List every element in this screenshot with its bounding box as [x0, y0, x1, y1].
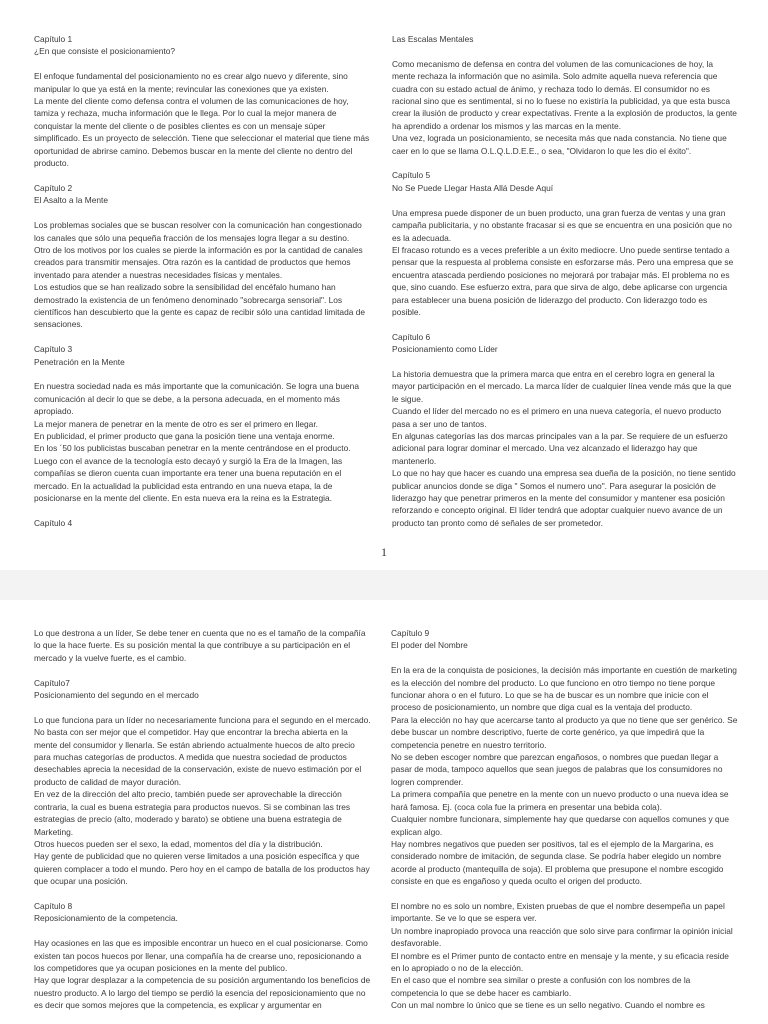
document-page-2	[0, 600, 768, 1024]
page2-right-column: Capítulo 9 El poder del Nombre En la era de la conquista de posiciones, la decisión más importante en cuestión de marketing es la elección del nombre del producto. Lo que funciono en otro tiempo no tiene porque funcionar ahora o en el futuro. Lo que se ha de buscar es un nombre que inicie con el proceso de posicionamiento, un nombre que diga cual es la ventaja del producto. Para la elección no hay que acercarse tanto al producto ya que no tiene que ser genérico. Se debe buscar un nombre descriptivo, fuerte de corte genérico, ya que impedirá que la competencia penetre en nuestro territorio. No se deben escoger nombre que parezcan engañosos, o nombres que puedan llegar a pasar de moda, tampoco aquellos que sean juegos de palabras que los consumidores no logren comprender. La primera compañía que penetre en la mente con un nuevo producto o una nueva idea se hará famosa. Ej. (coca cola fue la primera en presentar una bebida cola). Cualquier nombre funcionara, simplemente hay que quedarse con aquellos comunes y que explican algo. Hay nombres negativos que pueden ser positivos, tal es el ejemplo de la Margarina, es considerado nombre de imitación, de segunda clase. Se podría haber elegido un nombre acorde al producto (mantequilla de soja). El problema que presupone el nombre escogido consiste en que es engañoso y queda oculto el origen del producto. El nombre no es solo un nombre, Existen pruebas de que el nombre desempeña un papel importante. Se ve lo que se espera ver. Un nombre inapropiado provoca una reacción que solo sirve para confirmar la opinión inicial desfavorable. El nombre es el Primer punto de contacto entre en mensaje y la mente, y su eficacia reside en lo apropiado o no de la elección. En el caso que el nombre sea similar o preste a confusión con los nombres de la competencia lo que se debe hacer es cambiarlo. Con un mal nombre lo único que se tiene es un sello negativo. Cuando el nombre es	[391, 628, 738, 1011]
page1-left-column: Capítulo 1 ¿En que consiste el posicionamiento? El enfoque fundamental del posicionamiento no es crear algo nuevo y diferente, sino manipular lo que ya está en la mente; revincular las conexiones que ya existen. La mente del cliente como defensa contra el volumen de las comunicaciones de hoy, tamiza y rechaza, mucha información que le llega. Por lo cual la mejor manera de conquistar la mente del cliente o de posibles clientes es con un mensaje súper simplificado. Es un proyecto de selección. Tiene que seleccionar el material que tiene más oportunidad de abrirse camino. Debemos buscar en la mente del cliente no dentro del producto. Capítulo 2 El Asalto a la Mente Los problemas sociales que se buscan resolver con la comunicación han congestionado los canales que sólo una pequeña fracción de los mensajes logra llegar a su destino. Otro de los motivos por los cuales se pierde la información es por la cantidad de canales creados para transmitir mensajes. Otra razón es la cantidad de productos que hemos inventado para atender a nuestras necesidades físicas y mentales. Los estudios que se han realizado sobre la sensibilidad del encéfalo humano han demostrado la existencia de un fenómeno denominado "sobrecarga sensorial". Los científicos han descubierto que la gente es capaz de recibir sólo una cantidad limitada de sensaciones. Capítulo 3 Penetración en la Mente En nuestra sociedad nada es más importante que la comunicación. Se logra una buena comunicación al decir lo que se debe, a la persona adecuada, en el momento más apropiado. La mejor manera de penetrar en la mente de otro es ser el primero en llegar. En publicidad, el primer producto que gana la posición tiene una ventaja enorme. En los ´50 los publicistas buscaban penetrar en la mente centrándose en el producto. Luego con el avance de la tecnología esto decayó y surgió la Era de la Imagen, las compañías se dieron cuenta cuan importante era tener una buena reputación en el mercado. En la actualidad la publicidad esta entrando en una nueva etapa, la de posicionarse en la mente del cliente. En esta nueva era la reina es la Estrategia. Capítulo 4	[34, 34, 370, 528]
page-number: 1	[381, 545, 387, 559]
page-gap	[0, 570, 768, 600]
page2-left-column: Lo que destrona a un líder, Se debe tener en cuenta que no es el tamaño de la compañía lo que la hace fuerte. Es su posición mental la que contribuye a su participación en el mercado y la vuelve fuerte, es el cambio. Capítulo7 Posicionamiento del segundo en el mercado Lo que funciona para un líder no necesariamente funciona para el segundo en el mercado. No basta con ser mejor que el competidor. Hay que encontrar la brecha abierta en la mente del consumidor y llenarla. Se están abriendo actualmente huecos de alto precio para muchas categorías de productos. A medida que nuestra sociedad de productos desechables aprecia la necesidad de la conservación, existe de nuevo estimación por el producto de calidad de mayor duración. En vez de la dirección del alto precio, también puede ser aprovechable la dirección contraria, la cual es buena estrategia para productos nuevos. Si se combinan las tres estrategias de precio (alto, moderado y barato) se obtiene una buena estrategia de Marketing. Otros huecos pueden ser el sexo, la edad, momentos del día y la distribución. Hay gente de publicidad que no quieren verse limitados a una posición específica y que quieren complacer a todo el mundo. Pero hoy en el campo de batalla de los productos hay que ocupar una posición. Capítulo 8 Reposicionamiento de la competencia. Hay ocasiones en las que es imposible encontrar un hueco en el cual posicionarse. Como existen tan pocos huecos por llenar, una compañía ha de crearse uno, reposicionando a los competidores que ya ocupan posiciones en la mente del publico. Hay que lograr desplazar a la competencia de su posición argumentando los beneficios de nuestro producto. A lo largo del tiempo se perdió la esencia del reposicionamiento que no es decir que somos mejores que la competencia, es explicar y argumentar en	[34, 628, 371, 1011]
page1-right-column: Las Escalas Mentales Como mecanismo de defensa en contra del volumen de las comunicaciones de hoy, la mente rechaza la información que no asimila. Solo admite aquella nueva referencia que cuadra con su estado actual de ánimo, y rechaza todo lo demás. El consumidor no es racional sino que es sentimental, si no lo fuese no existiría la publicidad, ya que esta busca crear la ilusión de producto y crear expectativas. Frente a la explosión de productos, la gente ha aprendido a ordenar los mismos y las marcas en la mente. Una vez, lograda un posicionamiento, se necesita más que nada constancia. No tiene que caer en lo que se llama O.L.Q.L.D.E.E., o sea, "Olvidaron lo que les dio el éxito". Capítulo 5 No Se Puede Llegar Hasta Allá Desde Aquí Una empresa puede disponer de un buen producto, una gran fuerza de ventas y una gran campaña publicitaria, y no obstante fracasar si es que se encuentra en una posición que no es la adecuada. El fracaso rotundo es a veces preferible a un éxito mediocre. Uno puede sentirse tentado a pensar que la respuesta al problema consiste en esforzarse más. Pero una empresa que se encuentra atascada perdiendo posiciones no mejorará por trabajar más. El problema no es que, sino cuando. Ese esfuerzo extra, para que sirva de algo, debe aplicarse con urgencia para establecer una buena posición de liderazgo del producto. Con liderazgo todo es posible. Capítulo 6 Posicionamiento como Líder La historia demuestra que la primera marca que entra en el cerebro logra en general la mayor participación en el mercado. La marca líder de cualquier línea vende más que la que le sigue. Cuando el líder del mercado no es el primero en una nueva categoría, el nuevo producto pasa a ser uno de tantos. En algunas categorías las dos marcas principales van a la par. Se requiere de un esfuerzo adicional para lograr dominar el mercado. Una vez alcanzado el liderazgo hay que mantenerlo. Lo que no hay que hacer es cuando una empresa sea dueña de la posición, no tiene sentido publicar anuncios donde se diga " Somos el numero uno". Para asegurar la posición de liderazgo hay que penetrar primeros en la mente del consumidor y mantener esa posición reforzando e concepto original. El líder tendrá que adoptar cualquier nuevo avance de un producto tan pronto como dé señales de ser prometedor.	[392, 34, 737, 528]
